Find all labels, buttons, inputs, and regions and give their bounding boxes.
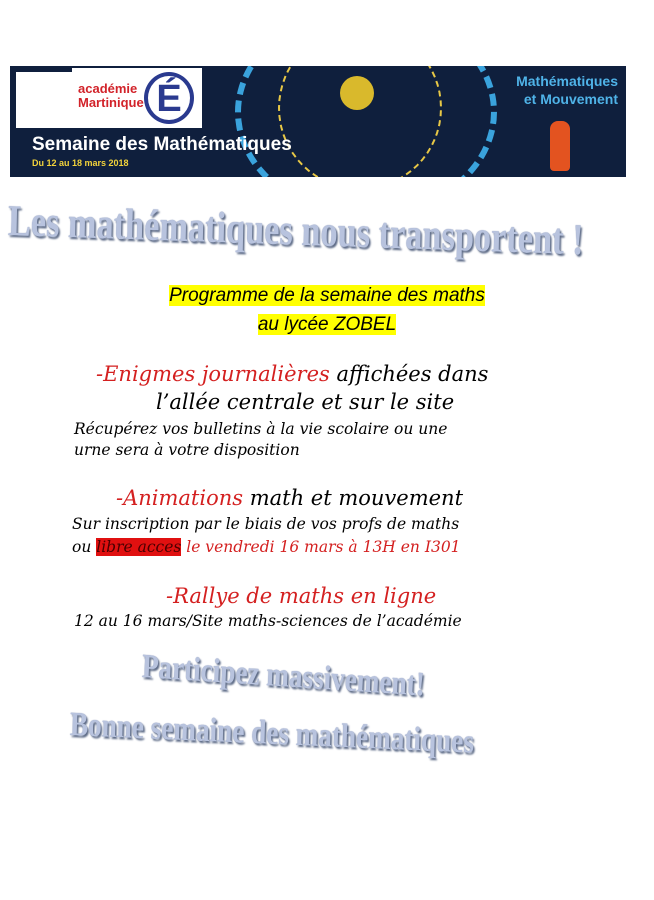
theme-line-1: Mathématiques: [516, 73, 618, 89]
libre-acces-highlight: libre acces: [96, 538, 182, 556]
section1-title-red: -Enigmes journalières: [96, 362, 330, 386]
logo-text-1: académie: [78, 81, 138, 96]
section2-title-rest: math et mouvement: [243, 486, 464, 510]
logo-letter: É: [144, 72, 194, 124]
section3-detail: 12 au 16 mars/Site maths-sciences de l’académie: [74, 612, 462, 630]
section2-detail2: [72, 538, 461, 556]
section1-title-rest: affichées dans: [329, 362, 489, 386]
section1-detail1: Récupérez vos bulletins à la vie scolaire ou une: [74, 420, 448, 438]
detail2-date: le vendredi 16 mars à 13H en I301: [181, 538, 461, 556]
programme-line-2: au lycée ZOBEL: [257, 314, 397, 335]
logo-text-2: Martinique: [78, 95, 144, 110]
section1-detail2: urne sera à votre disposition: [74, 441, 300, 459]
section2-detail1: Sur inscription par le biais de vos profs de maths: [72, 515, 460, 533]
programme-line-1: Programme de la semaine des maths: [169, 285, 485, 306]
gear-icon: [340, 76, 374, 110]
academie-logo: [16, 68, 202, 128]
closing-line-1: Participez massivement!: [141, 648, 426, 704]
section2-title-red: -Animations: [116, 486, 244, 510]
programme-title: [0, 281, 654, 339]
section1-line2: l’allée centrale et sur le site: [156, 390, 455, 414]
banner-title: Semaine des Mathématiques: [32, 134, 292, 155]
detail2-start: ou: [72, 538, 97, 556]
banner-theme: [516, 72, 618, 108]
section3-title: -Rallye de maths en ligne: [166, 584, 437, 608]
theme-line-2: et Mouvement: [523, 91, 618, 107]
section1-title: [96, 362, 488, 386]
headline: Les mathématiques nous transportent !: [7, 196, 585, 265]
header-banner: [10, 66, 626, 177]
section2-title: [116, 486, 463, 510]
banner-dates: Du 12 au 18 mars 2018: [32, 158, 129, 168]
closing-line-2: Bonne semaine des mathématiques: [69, 706, 475, 761]
dancer-figure: [550, 121, 570, 171]
